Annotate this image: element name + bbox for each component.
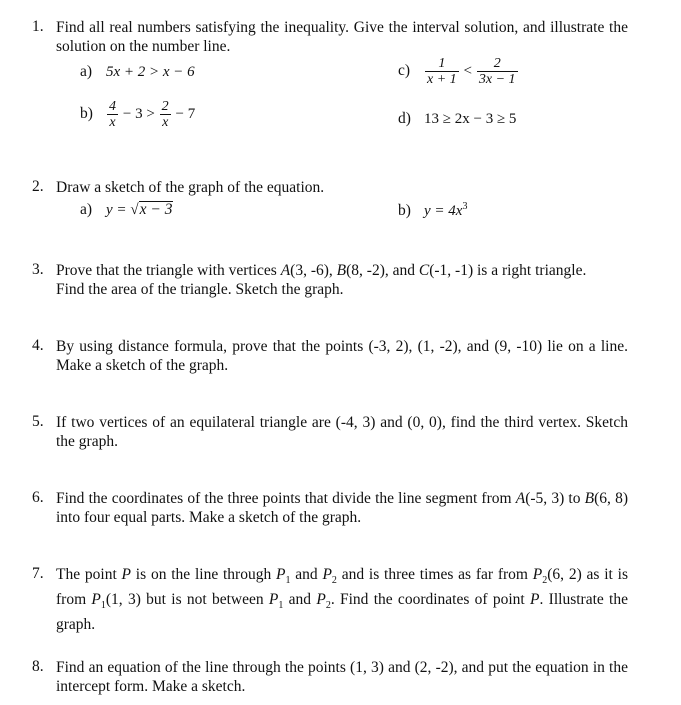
exponent: 3 (462, 201, 468, 212)
q2-part-b (398, 201, 467, 220)
denominator: x (109, 115, 116, 130)
question-number: 2. (32, 178, 44, 195)
question-text: Find all real numbers satisfying the inequality. Give the interval solution, and illustrate the solution on the number line. (56, 19, 628, 55)
fraction (107, 99, 118, 130)
q1-part-a (80, 63, 195, 81)
equation: y = 4x (424, 203, 463, 220)
question-text: Draw a sketch of the graph of the equation. (56, 179, 325, 196)
question-text: Prove that the triangle with vertices A(3, -6), B(8, -2), and C(-1, -1) is a right triangle. Find the area of the triangle. Sketch the graph. (56, 262, 587, 298)
question-text: The point P is on the line through $P_1$ and $P_2$ and is three times as far from $P_2(6$, 2) as it is from $P_1(1$, 3) but is not between $P_1$ and $P_2$. Find the coordinates of point P. Illustrate the graph. (56, 566, 628, 634)
numerator: 2 (161, 99, 169, 114)
question-text: Find the coordinates of the three points that divide the line segment from A(-5, 3) to B(6, 8) into four equal parts. Make a sketch of the graph. (56, 490, 628, 526)
part-label: b) (398, 202, 411, 220)
q2-part-a (80, 201, 173, 219)
question-text: Find an equation of the line through the points (1, 3) and (2, -2), and put the equation in the intercept form. Make a sketch. (56, 659, 628, 695)
question-number: 6. (32, 489, 44, 506)
numerator: 1 (425, 56, 459, 72)
tail: − 7 (175, 106, 196, 123)
part-label: b) (80, 105, 93, 123)
denominator: x (162, 115, 169, 130)
numerator: 2 (477, 56, 518, 72)
inequality: 5x + 2 > x − 6 (106, 64, 195, 80)
fraction (477, 56, 518, 87)
fraction (425, 56, 459, 87)
inequality: 13 ≥ 2x − 3 ≥ 5 (424, 111, 517, 127)
part-label: a) (80, 201, 93, 218)
question-text: By using distance formula, prove that the points (-3, 2), (1, -2), and (9, -10) lie on a line. Make a sketch of the graph. (56, 338, 628, 374)
denominator: x + 1 (427, 72, 457, 87)
question-number: 4. (32, 337, 44, 354)
fraction (160, 99, 171, 130)
part-label: a) (80, 63, 93, 80)
numerator: 4 (109, 99, 116, 114)
part-label: d) (398, 110, 411, 127)
question-number: 8. (32, 658, 44, 675)
operator: − 3 > (122, 106, 155, 123)
sqrt-sign: √ (130, 202, 139, 218)
question-number: 5. (32, 413, 44, 430)
question-text: If two vertices of an equilateral triangle are (-4, 3) and (0, 0), find the third vertex. Sketch the graph. (56, 414, 628, 450)
equation-lhs: y = (106, 202, 127, 218)
part-label: c) (398, 62, 411, 80)
q1-part-c (398, 56, 519, 87)
question-number: 7. (32, 565, 44, 582)
radicand: x − 3 (139, 201, 173, 218)
question-number: 3. (32, 261, 44, 278)
q1-part-b (80, 99, 195, 130)
question-number: 1. (32, 18, 44, 35)
denominator: 3x − 1 (478, 72, 516, 87)
operator: < (463, 63, 473, 80)
q1-part-d (398, 110, 516, 128)
